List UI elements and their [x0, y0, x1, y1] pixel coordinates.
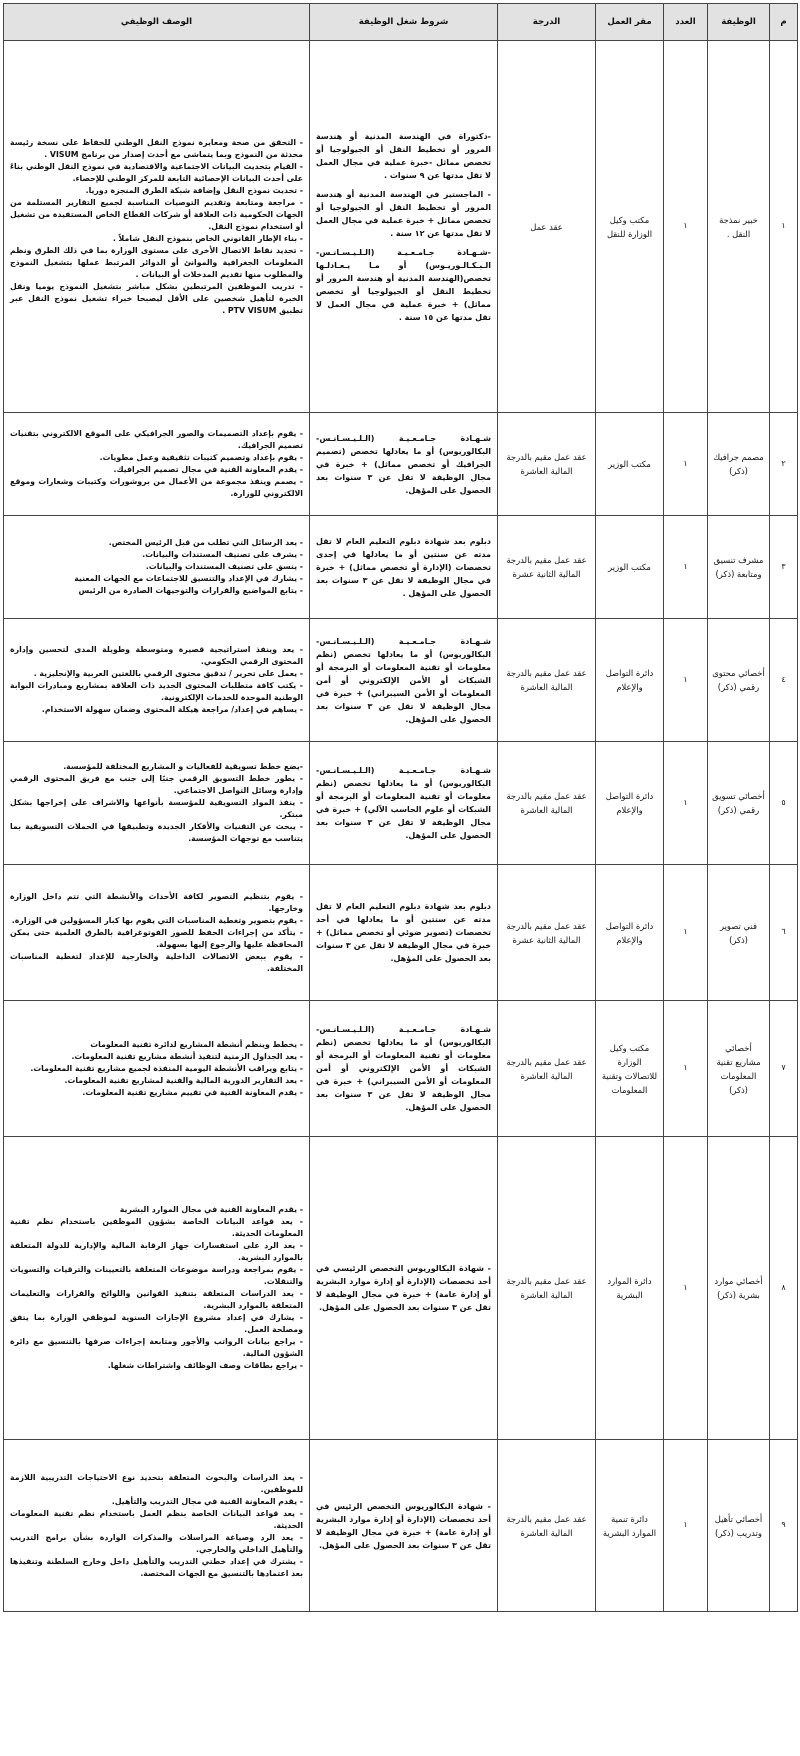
description-item: - يقوم بمراجعة ودراسة موضوعات المتعلقة بالتعيينات والترقيات والتسويات والتنقلات. [10, 1265, 303, 1286]
table-row [4, 865, 798, 1001]
job-title: أخصائي محتوى رقمي (ذكر) [708, 619, 770, 742]
table-header-row [4, 4, 798, 41]
job-title: مشرف تنسيق ومتابعة (ذكر) [708, 516, 770, 619]
description-item: - تحديد نقاط الاتصال الأخرى على مستوى الوزارة بما في ذلك الطرق ونظم المعلومات الجغرافية والموانئ أو الدوائر المرتبط عملها بتشغيل النموذج والمطلوب منها تقديم المدخلات أو البيانات . [10, 245, 303, 279]
job-grade: عقد عمل مقيم بالدرجة المالية الثانية عشرة [498, 865, 596, 1001]
description-item: - يتابع المواضيع والقرارات والتوجيهات الصادرة من الرئيس [78, 586, 303, 595]
description-item: - يعد الدراسات والبحوث المتعلقة بتحديد نوع الاحتياجات التدريبية اللازمة للموظفين. [10, 1472, 303, 1494]
job-requirements [310, 619, 498, 742]
row-number: ٨ [770, 1137, 798, 1440]
table-row [4, 1440, 798, 1612]
description-item: - القيام بتحديث البيانات الاجتماعية والاقتصادية في نموذج النقل الوطني بناءً على أحدث البيانات الإحصائية التابعة للمركز الوطني للإحصاء. [10, 161, 303, 183]
job-listings-page [3, 3, 797, 1750]
description-item: - يقدم المعاونة الفنية في مجال التدريب والتأهيل. [111, 1496, 303, 1506]
job-count: ١ [664, 41, 708, 413]
table-row [4, 742, 798, 865]
job-requirements [310, 516, 498, 619]
description-item: - يخطط وينظم أنشطة المشاريع لدائرة تقنية المعلومات [90, 1039, 303, 1049]
work-location: دائرة التواصل والإعلام [596, 865, 664, 1001]
description-item: - يتأكد من إجراءات الحفظ للصور الفوتوغرافية بالطرق العلمية حتى يمكن المحافظة عليها والرجوع إليها بسهولة. [10, 927, 303, 949]
description-item: - يقدم المعاونة الفنية في مجال تصميم الجرافيك. [113, 465, 303, 474]
job-description [4, 619, 310, 742]
row-number: ٤ [770, 619, 798, 742]
job-grade: عقد عمل مقيم بالدرجة المالية العاشرة [498, 413, 596, 516]
job-count: ١ [664, 865, 708, 1001]
job-description [4, 1440, 310, 1612]
job-requirements [310, 1440, 498, 1612]
job-count: ١ [664, 1001, 708, 1137]
requirement-item: شـهـادة جـامـعـيـة (الـلـيـسـانـس- البكالوريوس) أو ما يعادلها تخصص (نظم معلومات أو تقنية المعلومات أو البرمجة أو الشبكات أو الأمن الإلكتروني أو أمن المعلومات أو الأمن السيبراني) + خبرة في مجال الوظيفة لا تقل عن ٣ سنوات بعد الحصول على المؤهل. [316, 636, 491, 724]
job-count: ١ [664, 1440, 708, 1612]
requirement-item: - الماجستير في الهندسة المدنية أو هندسة المرور أو تخطيط النقل أو الجيولوجيا أو تخصص مماثل + خبرة عملية في مجال العمل لا تقل مدتها عن ١٢ سنة . [316, 189, 491, 238]
table-row [4, 1137, 798, 1440]
requirement-item: - شهادة البكالوريوس التخصص الرئيسي في أحد تخصصات (الإدارة أو إدارة موارد البشرية أو إدارة عامة) + خبرة في مجال الوظيفة لا تقل عن ٣ سنوات بعد الحصول على المؤهل. [316, 1264, 491, 1312]
table-row [4, 413, 798, 516]
row-number: ٣ [770, 516, 798, 619]
row-number: ١ [770, 41, 798, 413]
header-count: العدد [664, 4, 708, 41]
table-body [4, 41, 798, 1612]
description-item: - يصمم وينفذ مجموعة من الأعمال من بروشورات وكتيبات وشعارات وموقع الالكتروني للوزارة. [10, 477, 303, 498]
requirement-item: - شهادة البكالوريوس التخصص الرئيس في أحد تخصصات (الإدارة أو إدارة موارد البشرية أو إدارة عامة) + خبرة في مجال الوظيفة لا تقل عن ٣ سنوات بعد الحصول على المؤهل. [316, 1501, 491, 1550]
description-item: - ينسق على تصنيف المستندات والبيانات. [145, 562, 303, 571]
job-title: أخصائي تسويق رقمي (ذكر) [708, 742, 770, 865]
job-description [4, 1137, 310, 1440]
description-item: - يعد قواعد البيانات الخاصة بنظم العمل باستخدام نظم تقنية المعلومات الحديثة. [10, 1508, 303, 1530]
description-item: - يساهم في إعداد/ مراجعة هيكلة المحتوى وضمان سهولة الاستخدام. [41, 705, 303, 714]
description-item: - يعد الرد وصياغة المراسلات والمذكرات الواردة بشأن برامج التدريب والتأهيل الداخلي والخارجي. [10, 1532, 303, 1554]
job-title: أخصائي موارد بشرية (ذكر) [708, 1137, 770, 1440]
description-item: - يتابع ويراقب الأنشطة اليومية المنفذة لجميع مشاريع تقنية المعلومات. [30, 1063, 303, 1073]
job-requirements [310, 41, 498, 413]
description-item: - يراجع بيانات الرواتب والأجور ومتابعة إجراءات صرفها بالتنسيق مع دائرة الشؤون المالية. [10, 1337, 303, 1358]
requirement-item: -دكتوراة في الهندسة المدنية أو هندسة المرور أو تخطيط النقل أو الجيولوجيا أو تخصص مماثل -خبرة عملية في مجال العمل لا تقل مدتها عن ٩ سنوات . [316, 131, 491, 180]
job-description [4, 742, 310, 865]
job-description [4, 41, 310, 413]
job-grade: عقد عمل مقيم بالدرجة المالية العاشرة [498, 1137, 596, 1440]
header-requirements: شروط شغل الوظيفة [310, 4, 498, 41]
job-requirements [310, 1137, 498, 1440]
job-description [4, 516, 310, 619]
description-item: - التحقق من صحة ومعايرة نموذج النقل الوطني للحفاظ على نسخة رئيسة محدثة من النموذج وبما يتماشى مع أحدث إصدار من برنامج VISUM . [10, 137, 303, 159]
job-grade: عقد عمل مقيم بالدرجة المالية العاشرة [498, 619, 596, 742]
description-item: - يقوم بتصوير وتغطية المناسبات التي يقوم بها كبار المسؤولين في الوزارة. [11, 915, 303, 925]
description-item: - يقوم بإعداد التصميمات والصور الجرافيكي على الموقع الالكتروني بتقنيات تصميم الجرافيك. [10, 429, 303, 450]
work-location: دائرة التواصل والإعلام [596, 619, 664, 742]
job-description [4, 413, 310, 516]
table-row [4, 41, 798, 413]
requirement-item: شـهـادة جـامـعـيـة (الـلـيـسـانـس- البكالوريوس) أو ما يعادلها تخصص (نظم معلومات أو تقنية المعلومات أو البرمجة أو الشبكات أو علوم الحاسب الآلي) + خبرة في مجال الوظيفة لا تقل عن ٣ سنوات بعد الحصول على المؤهل. [316, 766, 491, 840]
job-title: أخصائي مشاريع تقنية المعلومات (ذكر) [708, 1001, 770, 1137]
work-location: مكتب وكيل الوزارة للنقل [596, 41, 664, 413]
requirement-item: -شـهـادة جـامـعـيـة (الـلـيـسـانـس- الـبـكـالـوريـوس) أو مـا يـعـادلـها تخصص(الهندسة المدنية أو هندسة المرور أو تخطيط النقل أو الجيولوجيا أو تخصص مماثل) + خبرة عملية في مجال العمل لا تقل مدتها عن ١٥ سنة . [316, 247, 491, 322]
header-job-description: الوصف الوظيفي [4, 4, 310, 41]
requirement-item: دبلوم بعد شهادة دبلوم التعليم العام لا تقل مدته عن سنتين أو ما يعادلها في أحد تخصصات (تصوير ضوئي أو تخصص مماثل) + خبرة في مجال الوظيفة لا تقل عن ٣ سنوات بعد الحصول على المؤهل. [316, 902, 491, 963]
table-row [4, 516, 798, 619]
description-item: - يعد الرد على استفسارات جهاز الرقابة المالية والإدارية للدولة المتعلقة بالموارد البشرية. [10, 1241, 303, 1262]
job-count: ١ [664, 1137, 708, 1440]
row-number: ٩ [770, 1440, 798, 1612]
description-item: - يعمل على تحرير / تدقيق محتوى الرقمي باللغتين العربية والإنجليزية . [33, 669, 303, 678]
job-title: خبير نمذجة النقل . [708, 41, 770, 413]
description-item: - يشرف على تصنيف المستندات والبيانات. [142, 550, 303, 559]
header-grade: الدرجة [498, 4, 596, 41]
job-count: ١ [664, 413, 708, 516]
header-number: م [770, 4, 798, 41]
job-requirements [310, 413, 498, 516]
header-work-location: مقر العمل [596, 4, 664, 41]
work-location: مكتب الوزير [596, 516, 664, 619]
requirement-item: دبلوم بعد شهادة دبلوم التعليم العام لا تقل مدته عن سنتين أو ما يعادلها في إحدى تخصصات (الإدارة أو تخصص مماثل) + خبرة في مجال الوظيفة لا تقل عن ٣ سنوات بعد الحصول على المؤهل . [316, 536, 491, 598]
description-item: - يكتب كافة متطلبات المحتوى الجديد ذات العلاقة بمشاريع ومبادرات البوابة الوطنية الموحدة للخدمات الإلكترونية. [10, 681, 303, 702]
work-location: مكتب وكيل الوزارة للاتصالات وتقنية المعلومات [596, 1001, 664, 1137]
description-item: - يطور خطط التسويق الرقمي جنبًا إلى جنب مع فريق المحتوى الرقمي وإدارة وسائل التواصل الاجتماعي. [10, 774, 303, 795]
row-number: ٥ [770, 742, 798, 865]
description-item: - يقوم بإعداد وتصميم كتيبات تثقيفية وعمل مطويات. [99, 453, 303, 462]
job-count: ١ [664, 516, 708, 619]
header-job-title: الوظيفة [708, 4, 770, 41]
description-item: - يراجع بطاقات وصف الوظائف واشتراطات شغلها. [107, 1361, 303, 1370]
job-count: ١ [664, 742, 708, 865]
description-item: - يشارك في إعداد مشروع الإجازات السنوية لموظفي الوزارة بما يتفق ومصلحة العمل. [10, 1313, 303, 1334]
job-description [4, 865, 310, 1001]
description-item: - تدريب الموظفين المرتبطين بشكل مباشر بتشغيل النموذج يوميا ونقل الخبرة لتأهيل شخصين على الأقل ليصبحا خبراء تشغيل نموذج النقل عبر تطبيق PTV VISUM . [10, 281, 303, 315]
table-row [4, 619, 798, 742]
description-item: - يقدم المعاونة الفنية في تقييم مشاريع تقنية المعلومات. [82, 1087, 303, 1097]
description-item: - يعد الجداول الزمنية لتنفيذ أنشطة مشاريع تقنية المعلومات. [71, 1051, 303, 1061]
job-grade: عقد عمل مقيم بالدرجة المالية العاشرة [498, 742, 596, 865]
description-item: - مراجعة ومتابعة وتقديم التوصيات المناسبة لجميع التقارير المستلمة من الجهات الحكومية ذات العلاقة أو شركات القطاع الخاص المستفيدة من تشغيل أو استخدام نموذج النقل. [10, 197, 303, 231]
job-description [4, 1001, 310, 1137]
work-location: دائرة الموارد البشرية [596, 1137, 664, 1440]
description-item: - يعد التقارير الدورية المالية والفنية لمشاريع تقنية المعلومات. [64, 1075, 303, 1085]
requirement-item: شـهـادة جـامـعـيـة (الـلـيـسـانـس- البكالوريوس) أو ما يعادلها تخصص (نظم معلومات أو تقنية المعلومات أو البرمجة أو الشبكات أو الأمن الإلكتروني أو أمن المعلومات أو الأمن السيبراني) + خبرة في مجال الوظيفة لا تقل عن ٣ سنوات بعد الحصول على المؤهل. [316, 1025, 491, 1112]
job-title: أخصائي تأهيل وتدريب (ذكر) [708, 1440, 770, 1612]
description-item: -يضع خطط تسويقية للفعاليات و المشاريع المختلفة للمؤسسة. [63, 762, 303, 771]
job-title: فني تصوير (ذكر) [708, 865, 770, 1001]
description-item: - يشترك في إعداد خطتي التدريب والتأهيل داخل وخارج السلطنة وتنفيذها بعد اعتمادها بالتنسيق مع الجهات المختصة. [10, 1556, 303, 1578]
description-item: - يعد الدراسات المتعلقة بتنفيذ القوانين واللوائح والقرارات والتعليمات المتعلقة بالموارد البشرية. [10, 1289, 303, 1310]
job-requirements [310, 1001, 498, 1137]
job-grade: عقد عمل مقيم بالدرجة المالية العاشرة [498, 1001, 596, 1137]
job-grade: عقد عمل [498, 41, 596, 413]
description-item: - يبحث عن التقنيات والأفكار الجديدة وتطبيقها في الحملات التسويقية بما يتناسب مع توجهات المؤسسة. [10, 822, 303, 843]
job-grade: عقد عمل مقيم بالدرجة المالية الثانية عشرة [498, 516, 596, 619]
description-item: - يعد الرسائل التي تطلب من قبل الرئيس المختص. [108, 538, 303, 547]
description-item: - يقوم ببعض الاتصالات الداخلية والخارجية للإعداد لتغطية المناسبات المختلفة. [10, 951, 303, 973]
table-row [4, 1001, 798, 1137]
description-item: - يقوم بتنظيم التصوير لكافة الأحداث والأنشطة التي تتم داخل الوزارة وخارجها. [10, 891, 303, 913]
work-location: دائرة تنمية الموارد البشرية [596, 1440, 664, 1612]
description-item: - ينفذ المواد التسويقية للمؤسسة بأنواعها والاشراف على إخراجها بشكل مبتكر. [10, 798, 303, 819]
requirement-item: شـهـادة جـامـعـيـة (الـلـيـسـانـس- البكالوريوس) أو ما يعادلها تخصص (تصميم الجرافيك أو تخصص مماثل) + خبرة في مجال الوظيفة لا تقل عن ٣ سنوات بعد الحصول على المؤهل. [316, 433, 491, 495]
row-number: ٢ [770, 413, 798, 516]
description-item: - بناء الإطار القانوني الخاص بنموذج النقل شاملاً . [112, 233, 303, 243]
work-location: دائرة التواصل والإعلام [596, 742, 664, 865]
job-requirements [310, 865, 498, 1001]
row-number: ٧ [770, 1001, 798, 1137]
description-item: - يشارك في الإعداد والتنسيق للاجتماعات مع الجهات المعنية [74, 574, 303, 583]
description-item: - يقدم المعاونة الفنية في مجال الموارد البشرية [119, 1205, 303, 1214]
job-listings-table [3, 3, 798, 1612]
description-item: - يعد وينفذ استراتيجية قصيرة ومتوسطة وطويلة المدى لتحسين وإدارة المحتوى الرقمي الحكومي. [10, 645, 303, 666]
job-count: ١ [664, 619, 708, 742]
work-location: مكتب الوزير [596, 413, 664, 516]
job-grade: عقد عمل مقيم بالدرجة المالية العاشرة [498, 1440, 596, 1612]
job-title: مصمم جرافيك (ذكر) [708, 413, 770, 516]
job-requirements [310, 742, 498, 865]
row-number: ٦ [770, 865, 798, 1001]
description-item: - تحديث نموذج النقل وإضافة شبكة الطرق المنجزة دوريا. [85, 185, 303, 195]
description-item: - يعد قواعد البيانات الخاصة بشؤون الموظفين باستخدام نظم تقنية المعلومات الحديثة. [10, 1217, 303, 1238]
